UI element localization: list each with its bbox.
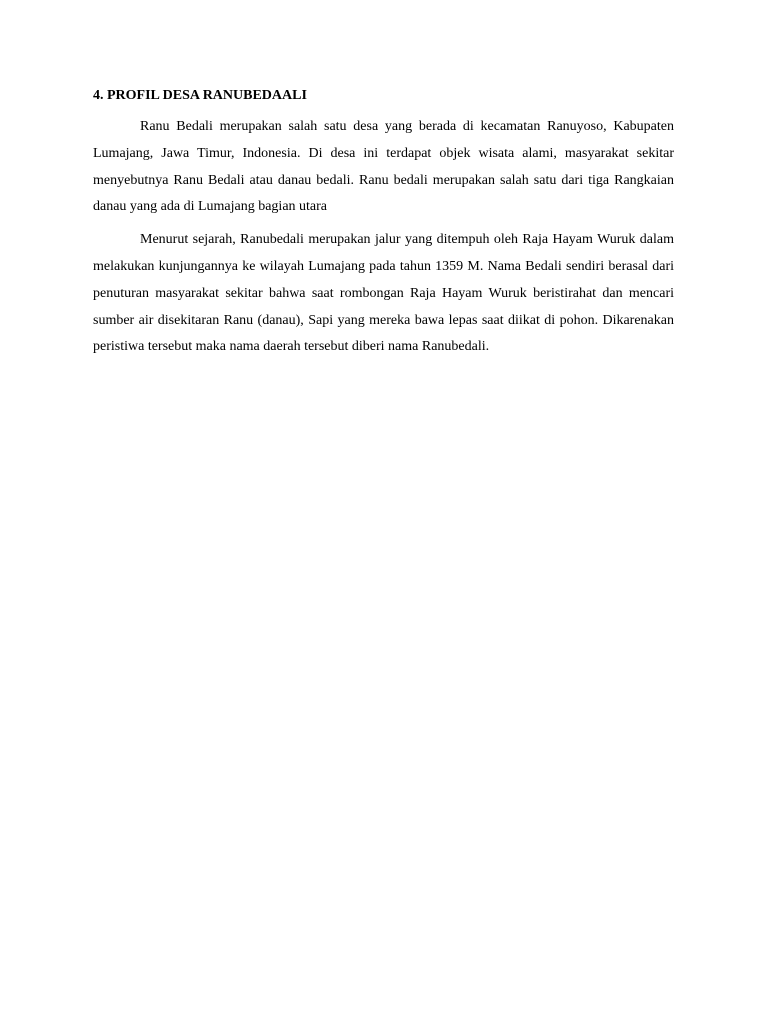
paragraph-history: Menurut sejarah, Ranubedali merupakan jalur yang ditempuh oleh Raja Hayam Wuruk dalam melakukan kunjungannya ke wilayah Lumajang pada tahun 1359 M. Nama Bedali sendiri berasal dari penuturan masyarakat sekitar bahwa saat rombongan Raja Hayam Wuruk beristirahat dan mencari sumber air disekitaran Ranu (danau), Sapi yang mereka bawa lepas saat diikat di pohon. Dikarenakan peristiwa tersebut maka nama daerah tersebut diberi nama Ranubedali. (93, 232, 674, 355)
section-heading: 4. PROFIL DESA RANUBEDAALI (93, 88, 307, 103)
paragraph-intro: Ranu Bedali merupakan salah satu desa yang berada di kecamatan Ranuyoso, Kabupaten Lumajang, Jawa Timur, Indonesia. Di desa ini terdapat objek wisata alami, masyarakat sekitar menyebutnya Ranu Bedali atau danau bedali. Ranu bedali merupakan salah satu dari tiga Rangkaian danau yang ada di Lumajang bagian utara (93, 119, 674, 215)
page-content (93, 84, 674, 367)
